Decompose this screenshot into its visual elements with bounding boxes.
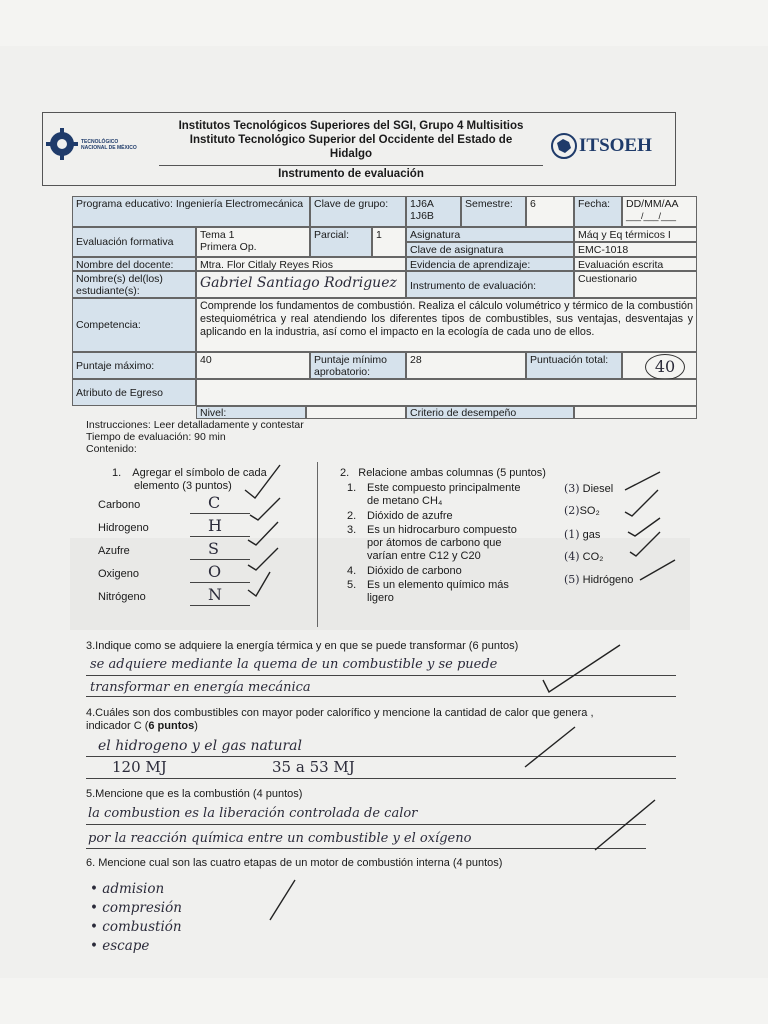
eval-formativa-label: Evaluación formativa — [72, 227, 196, 257]
puntuacion-value: 40 — [645, 354, 685, 380]
q1-item-answer: H — [208, 516, 222, 535]
q1-item-answer: O — [208, 562, 222, 581]
q2-right-item: (1) gas — [564, 528, 601, 541]
q3-prompt: 3.Indique como se adquiere la energía térmica y en que se puede transformar (6 puntos) — [86, 640, 519, 652]
header-title: Institutos Tecnológicos Superiores del SGI, Grupo 4 Multisitios Instituto Tecnológico Superior del Occidente del Estado de Hidalgo — [178, 120, 524, 160]
tema-cell: Tema 1 Primera Op. — [196, 227, 310, 257]
q4-prompt: 4.Cuáles son dos combustibles con mayor poder calorífico y mencione la cantidad de calor que genera , indicador C (6 puntos) — [86, 707, 594, 732]
clave-grupo-label: Clave de grupo: — [310, 196, 406, 227]
q6-answer-item: • escape — [90, 938, 150, 954]
gear-icon — [45, 127, 79, 161]
docente-label: Nombre del docente: — [72, 257, 196, 271]
q2-right-item: (5) Hidrógeno — [564, 573, 634, 586]
instructions: Instrucciones: Leer detalladamente y contestar Tiempo de evaluación: 90 min Contenido: — [86, 419, 304, 455]
parcial-value: 1 — [372, 227, 406, 257]
itsoeh-logo — [551, 127, 671, 167]
clave-grupo-values: 1J6A 1J6B — [406, 196, 461, 227]
puntaje-max-label: Puntaje máximo: — [72, 352, 196, 379]
criterio-value — [574, 406, 697, 419]
q1-item-label: Hidrogeno — [98, 522, 149, 534]
evidencia-label: Evidencia de aprendizaje: — [406, 257, 574, 271]
q5-prompt: 5.Mencione que es la combustión (4 puntos) — [86, 788, 303, 800]
q1-item-label: Nitrógeno — [98, 591, 146, 603]
evidencia-value: Evaluación escrita — [574, 257, 697, 271]
puntuacion-label: Puntuación total: — [526, 352, 622, 379]
q1-item-answer: C — [208, 493, 221, 512]
q1-item-answer: N — [208, 585, 222, 604]
state-map-icon — [551, 133, 577, 159]
logo-text-2: NACIONAL DE MÉXICO — [81, 145, 137, 151]
q2-left-column — [347, 482, 557, 607]
grading-checkmark-q4 — [520, 722, 580, 772]
q2-title: 2. Relacione ambas columnas (5 puntos) — [340, 467, 546, 479]
instrumento-value: Cuestionario — [574, 271, 697, 298]
itsoeh-text: ITSOEH — [579, 135, 652, 156]
atributo-value — [196, 379, 697, 406]
q4-answer-value2: 35 a 53 MJ — [272, 758, 355, 776]
q4-answer-line1: el hidrogeno y el gas natural — [98, 738, 302, 754]
competencia-label: Competencia: — [72, 298, 196, 352]
document-header — [42, 112, 676, 186]
asignatura-value: Máq y Eq térmicos I — [574, 227, 697, 242]
puntuacion-cell — [622, 352, 697, 379]
programa-cell: Programa educativo: Ingeniería Electromecánica — [72, 196, 310, 227]
puntaje-min-label: Puntaje mínimo aprobatorio: — [310, 352, 406, 379]
fecha-value: DD/MM/AA ___/___/___ — [622, 196, 697, 227]
parcial-label: Parcial: — [310, 227, 372, 257]
q2-left-item: 4. Dióxido de carbono — [347, 565, 462, 577]
criterio-label: Criterio de desempeño — [406, 406, 574, 419]
nivel-value — [306, 406, 406, 419]
atributo-label: Atributo de Egreso — [72, 379, 196, 406]
estudiante-label: Nombre(s) del(los) estudiante(s): — [72, 271, 196, 298]
clave-asignatura-label: Clave de asignatura — [406, 242, 574, 257]
q6-prompt: 6. Mencione cual son las cuatro etapas de un motor de combustión interna (4 puntos) — [86, 857, 503, 869]
docente-value: Mtra. Flor Citlaly Reyes Rios — [196, 257, 406, 271]
q5-answer-line1: la combustion es la liberación controlada de calor — [88, 806, 418, 821]
q2-right-item: (2)SO₂ — [564, 504, 600, 517]
q6-answer-item: • combustión — [90, 919, 182, 935]
semestre-value: 6 — [526, 196, 574, 227]
grading-checkmarks-q2 — [620, 470, 680, 590]
estudiante-value: Gabriel Santiago Rodriguez — [196, 271, 406, 298]
logo-text-1: TECNOLÓGICO — [81, 139, 119, 145]
semestre-label: Semestre: — [461, 196, 526, 227]
q1-item-label: Oxigeno — [98, 568, 139, 580]
clave-asignatura-value: EMC-1018 — [574, 242, 697, 257]
q4-answer-value1: 120 MJ — [112, 758, 167, 776]
q5-answer-line2: por la reacción química entre un combustible y el oxígeno — [88, 831, 472, 846]
grading-checkmarks-q1 — [240, 460, 290, 610]
puntaje-min-value: 28 — [406, 352, 526, 379]
competencia-value: Comprende los fundamentos de combustión. Realiza el cálculo volumétrico y térmico de la combustión estequiométrica y real atendiendo los diferentes tipos de combustibles, sus ventajas, desventajas y aplicando en la industria, así como el impacto en la ecología de cada uno de ellos. — [196, 298, 697, 352]
q2-left-item: 5. Es un elemento químico más ligero — [347, 579, 509, 604]
q2-right-item: (3) Diesel — [564, 482, 614, 495]
q1-item-label: Azufre — [98, 545, 130, 557]
instrumento-label: Instrumento de evaluación: — [406, 271, 574, 298]
q6-answer-item: • compresión — [90, 900, 182, 916]
q2-left-item: 2. Dióxido de azufre — [347, 510, 453, 522]
q2-right-item: (4) CO₂ — [564, 550, 604, 563]
grading-checkmark-q6 — [265, 875, 305, 925]
q2-left-item: 3. Es un hidrocarburo compuesto por átomos de carbono que varían entre C12 y C20 — [347, 524, 517, 562]
fecha-label: Fecha: — [574, 196, 622, 227]
q1-item-answer: S — [208, 539, 219, 558]
header-subtitle: Instrumento de evaluación — [159, 165, 543, 180]
q2-left-item: 1. Este compuesto principalmente de metano CH₄ — [347, 482, 521, 507]
puntaje-max-value: 40 — [196, 352, 310, 379]
tecnm-logo — [45, 125, 155, 165]
q6-answer-item: • admision — [90, 881, 165, 897]
column-divider — [317, 462, 318, 627]
q1-title: 1. Agregar el símbolo de cada elemento (3 puntos) — [112, 467, 267, 492]
q3-answer-line1: se adquiere mediante la quema de un combustible y se puede — [90, 657, 498, 672]
grading-checkmark-q5 — [590, 795, 660, 855]
q6-answers — [90, 880, 182, 956]
asignatura-label: Asignatura — [406, 227, 574, 242]
nivel-label: Nivel: — [196, 406, 306, 419]
grading-checkmark-q3 — [535, 640, 625, 695]
q3-answer-line2: transformar en energía mecánica — [90, 680, 311, 695]
q1-item-label: Carbono — [98, 499, 141, 511]
